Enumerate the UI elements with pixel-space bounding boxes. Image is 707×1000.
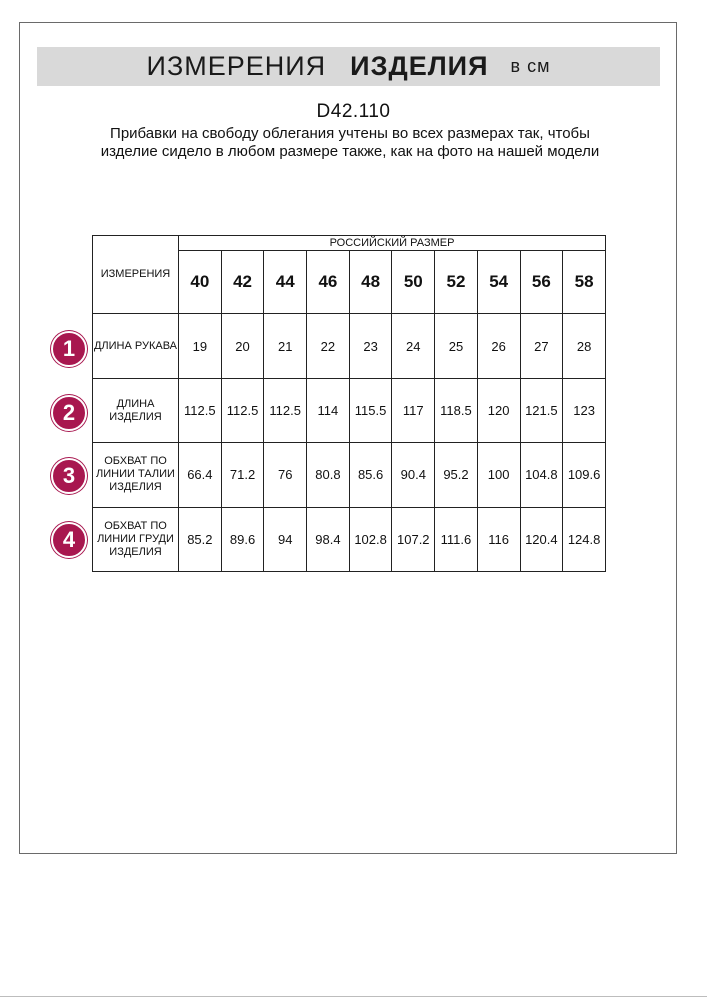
value-cell: 85.6: [349, 443, 392, 507]
banner-measurements: ИЗМЕРЕНИЯ: [146, 51, 327, 81]
value-cell: 120: [477, 378, 520, 442]
size-cell: 56: [520, 251, 563, 314]
row-number-badge: 3: [51, 458, 87, 494]
value-cell: 76: [264, 443, 307, 507]
size-cell: 46: [307, 251, 350, 314]
banner-units: в см: [510, 56, 551, 76]
row-label: ОБХВАТ ПО ЛИНИИ ТАЛИИ ИЗДЕЛИЯ: [93, 443, 179, 507]
value-cell: 116: [477, 507, 520, 571]
row-number-badge: 2: [51, 395, 87, 431]
model-code: D42.110: [316, 101, 391, 122]
value-cell: 124.8: [563, 507, 606, 571]
size-cell: 42: [221, 251, 264, 314]
fit-description: Прибавки на свободу облегания учтены во всех размерах так, чтобы изделие сидело в любом размере также, как на фото на нашей модели: [100, 125, 600, 160]
value-cell: 117: [392, 378, 435, 442]
row-number-badge: 1: [51, 331, 87, 367]
row-label: ОБХВАТ ПО ЛИНИИ ГРУДИ ИЗДЕЛИЯ: [93, 507, 179, 571]
value-cell: 66.4: [179, 443, 222, 507]
title-banner: [37, 47, 660, 86]
banner-product: ИЗДЕЛИЯ: [350, 51, 489, 81]
value-cell: 115.5: [349, 378, 392, 442]
value-cell: 28: [563, 314, 606, 378]
bottom-rule: [0, 996, 707, 997]
value-cell: 25: [435, 314, 478, 378]
value-cell: 120.4: [520, 507, 563, 571]
value-cell: 23: [349, 314, 392, 378]
table-row: [93, 507, 606, 571]
value-cell: 94: [264, 507, 307, 571]
value-cell: 20: [221, 314, 264, 378]
value-cell: 112.5: [264, 378, 307, 442]
value-cell: 102.8: [349, 507, 392, 571]
value-cell: 109.6: [563, 443, 606, 507]
size-group-label: РОССИЙСКИЙ РАЗМЕР: [179, 236, 606, 251]
value-cell: 114: [307, 378, 350, 442]
value-cell: 104.8: [520, 443, 563, 507]
value-cell: 27: [520, 314, 563, 378]
value-cell: 89.6: [221, 507, 264, 571]
size-cell: 58: [563, 251, 606, 314]
table-row: [93, 378, 606, 442]
table-header-row: [93, 236, 606, 251]
value-cell: 85.2: [179, 507, 222, 571]
value-cell: 21: [264, 314, 307, 378]
value-cell: 80.8: [307, 443, 350, 507]
value-cell: 118.5: [435, 378, 478, 442]
value-cell: 121.5: [520, 378, 563, 442]
value-cell: 123: [563, 378, 606, 442]
value-cell: 19: [179, 314, 222, 378]
size-cell: 44: [264, 251, 307, 314]
table-row: [93, 443, 606, 507]
size-cell: 54: [477, 251, 520, 314]
size-cell: 48: [349, 251, 392, 314]
value-cell: 98.4: [307, 507, 350, 571]
size-cell: 50: [392, 251, 435, 314]
value-cell: 112.5: [179, 378, 222, 442]
value-cell: 71.2: [221, 443, 264, 507]
value-cell: 111.6: [435, 507, 478, 571]
value-cell: 90.4: [392, 443, 435, 507]
row-label: ДЛИНА ИЗДЕЛИЯ: [93, 378, 179, 442]
value-cell: 22: [307, 314, 350, 378]
value-cell: 24: [392, 314, 435, 378]
value-cell: 112.5: [221, 378, 264, 442]
value-cell: 26: [477, 314, 520, 378]
size-table: [92, 235, 606, 572]
size-cell: 40: [179, 251, 222, 314]
row-label: ДЛИНА РУКАВА: [93, 314, 179, 378]
value-cell: 107.2: [392, 507, 435, 571]
value-cell: 100: [477, 443, 520, 507]
corner-label: ИЗМЕРЕНИЯ: [93, 236, 179, 314]
value-cell: 95.2: [435, 443, 478, 507]
table-row: [93, 314, 606, 378]
size-cell: 52: [435, 251, 478, 314]
row-number-badge: 4: [51, 522, 87, 558]
